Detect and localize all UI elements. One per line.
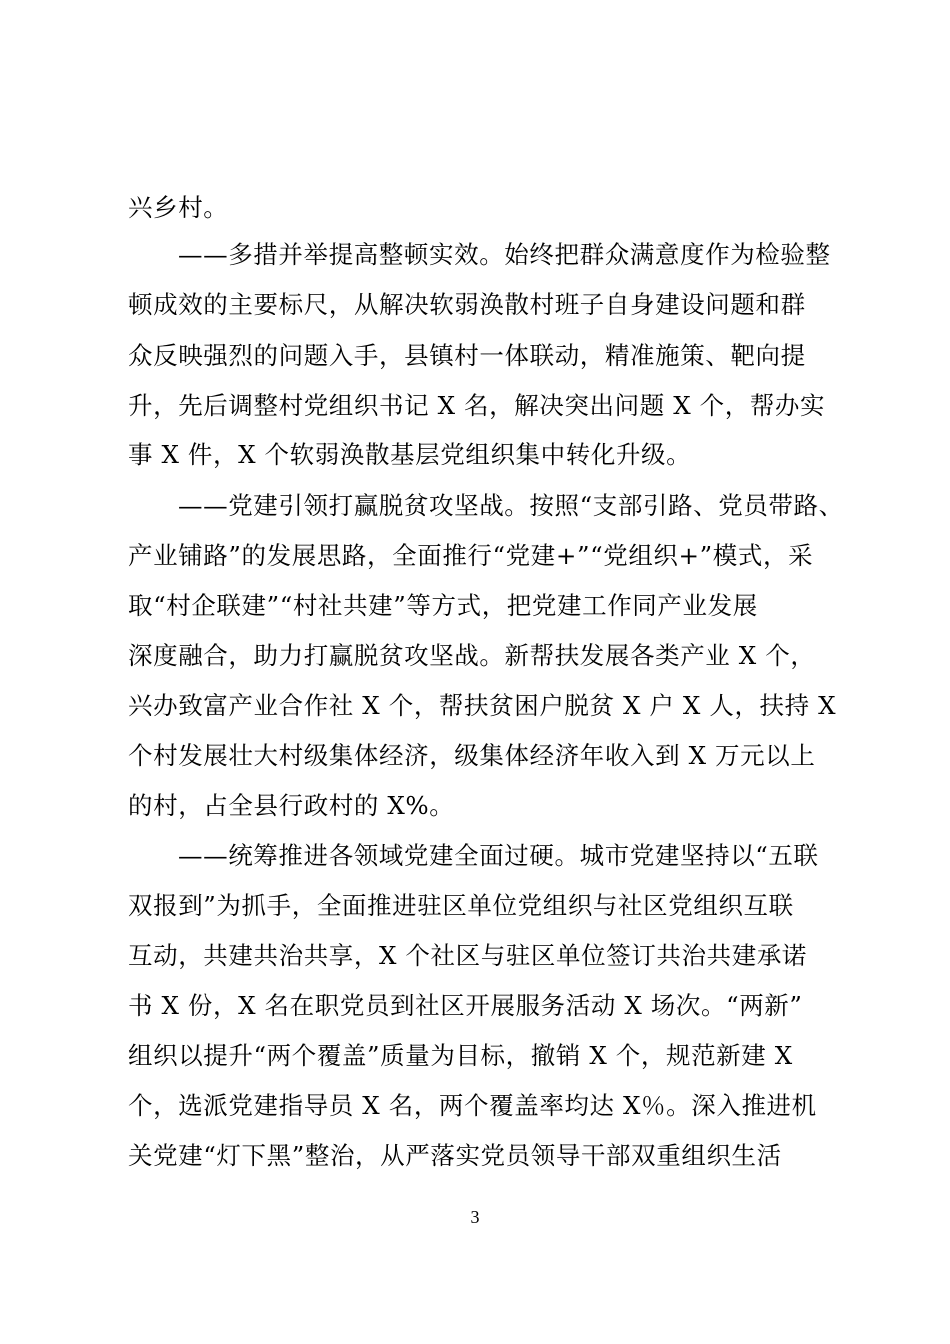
paragraph-heading-line: ——多措并举提高整顿实效。始终把群众满意度作为检验整 [178, 240, 831, 269]
text-line: 组织以提升“两个覆盖”质量为目标，撤销 X 个，规范新建 X [128, 1041, 793, 1070]
text-line: 的村，占全县行政村的 X%。 [128, 791, 455, 820]
text-line: 互动，共建共治共享，X 个社区与驻区单位签订共治共建承诺 [128, 941, 808, 970]
text-line: 事 X 件，X 个软弱涣散基层党组织集中转化升级。 [128, 440, 692, 469]
text-line: 兴办致富产业合作社 X 个，帮扶贫困户脱贫 X 户 X 人，扶持 X [128, 691, 837, 720]
text-line: 顿成效的主要标尺，从解决软弱涣散村班子自身建设问题和群 [128, 290, 806, 319]
page-number: 3 [470, 1207, 480, 1227]
text-line: 取“村企联建”“村社共建”等方式，把党建工作同产业发展 [128, 591, 758, 620]
text-line: 深度融合，助力打赢脱贫攻坚战。新帮扶发展各类产业 X 个， [128, 641, 816, 670]
text-line: 个村发展壮大村级集体经济，级集体经济年收入到 X 万元以上 [128, 741, 816, 770]
text-line: 个，选派党建指导员 X 名，两个覆盖率均达 X％。深入推进机 [128, 1091, 817, 1120]
text-line: 产业铺路”的发展思路，全面推行“党建+”“党组织+”模式，采 [128, 541, 814, 570]
text-line: 升，先后调整村党组织书记 X 名，解决突出问题 X 个，帮办实 [128, 391, 826, 420]
paragraph-heading-line: ——统筹推进各领域党建全面过硬。城市党建坚持以“五联 [178, 841, 819, 870]
text-line: 关党建“灯下黑”整治，从严落实党员领导干部双重组织生活 [128, 1141, 782, 1170]
text-line: 兴乡村。 [128, 193, 229, 222]
text-line: 众反映强烈的问题入手，县镇村一体联动，精准施策、靶向提 [128, 341, 806, 370]
text-line: 书 X 份，X 名在职党员到社区开展服务活动 X 场次。“两新” [128, 991, 803, 1020]
text-line: 双报到”为抓手，全面推进驻区单位党组织与社区党组织互联 [128, 891, 794, 920]
paragraph-heading-line: ——党建引领打赢脱贫攻坚战。按照“支部引路、党员带路、 [178, 491, 844, 520]
